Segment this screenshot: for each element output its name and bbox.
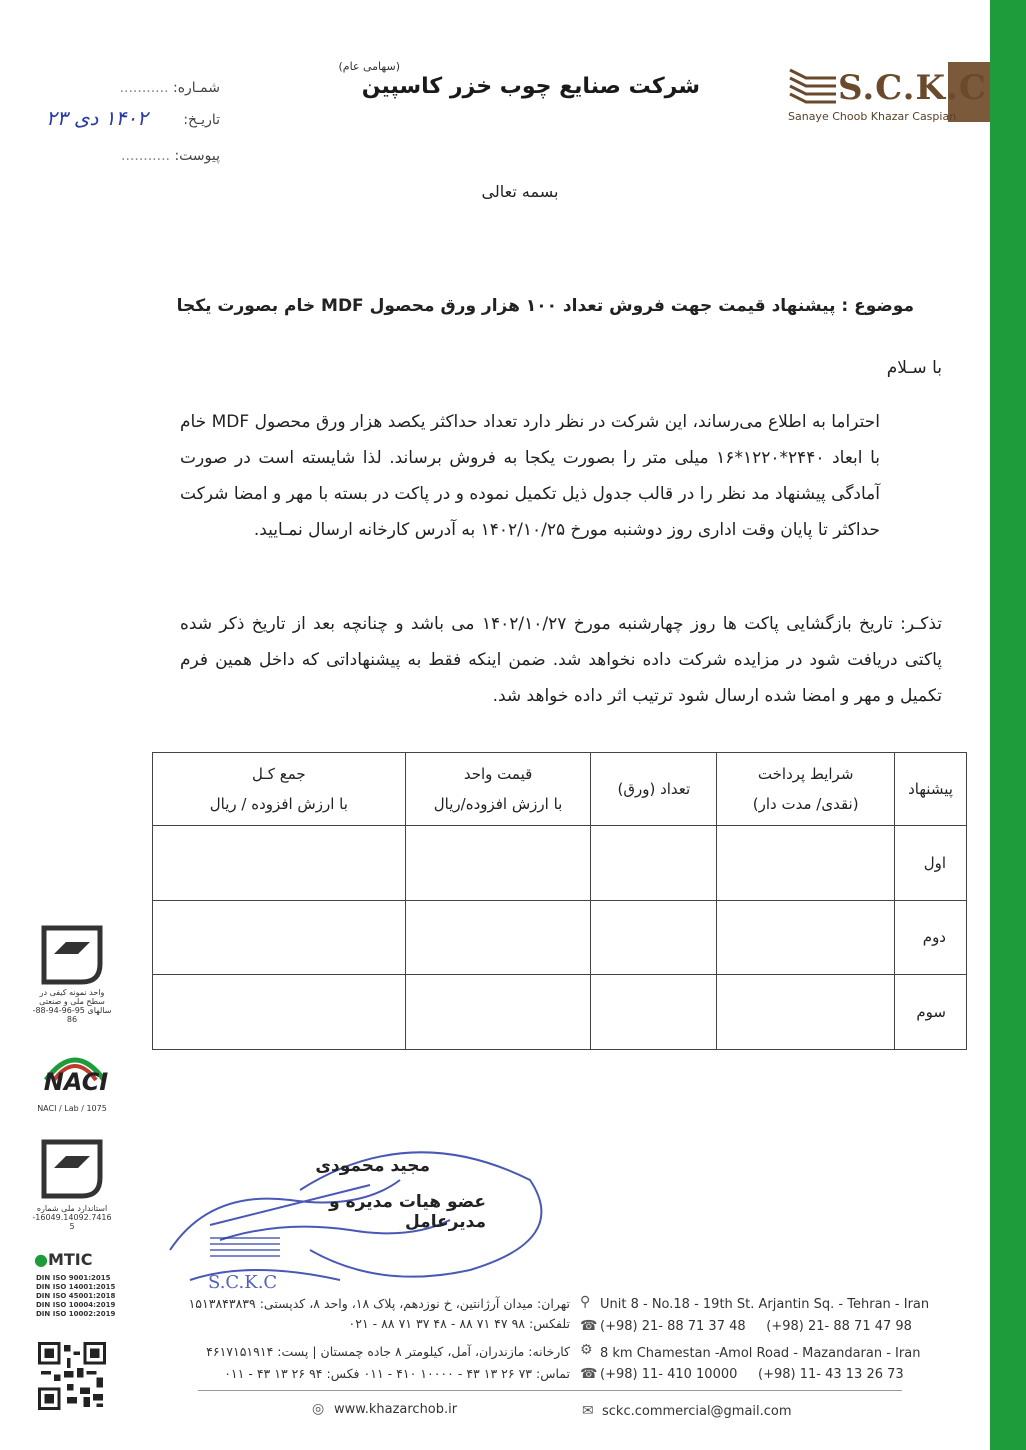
table-row <box>153 975 967 1050</box>
iran-standard-logo-icon <box>38 924 106 986</box>
stamp-text: S.C.K.C <box>208 1272 278 1293</box>
table-cell-payment[interactable] <box>717 975 895 1050</box>
row-label: سوم <box>895 975 967 1050</box>
body-paragraph-1: احتراما به اطلاع می‌رساند، این شرکت در نظر دارد تعداد حداکثر یکصد هزار ورق محصول MDF خام با ابعاد ۲۴۴۰*۱۲۲۰*۱۶ میلی متر را بصورت یکجا به فروش برساند. لذا شایسته است در صورت آمادگی پیشنهاد مد نظر را در قالب جدول ذیل تکمیل نموده و در پاکت در بسته با مهر و امضا شرکت حداکثر تا پایان وقت اداری روز دوشنبه مورخ ۱۴۰۲/۱۰/۲۵ به آدرس کارخانه ارسال نمـایید. <box>180 412 880 540</box>
row-label: دوم <box>895 900 967 975</box>
footer-tehran-address-en: Unit 8 - No.18 - 19th St. Arjantin Sq. - Tehran - Iran <box>600 1297 930 1312</box>
mtic-logo-text: ●MTIC <box>34 1250 93 1269</box>
table-cell-unit-price[interactable] <box>405 975 591 1050</box>
phone-icon: ☎ <box>580 1318 598 1334</box>
header-unit-price-line1: قیمت واحد <box>463 765 533 783</box>
table-cell-quantity[interactable] <box>591 900 717 975</box>
letter-date-value: ۱۴۰۲ دی ۲۳ <box>46 106 148 130</box>
header-unit-price-line2: با ارزش افزوده/ریال <box>433 795 563 813</box>
letter-attachment-dots: ........... <box>121 148 170 164</box>
signatory-name: مجید محمودی <box>315 1156 430 1176</box>
side-green-strip <box>990 0 1026 1450</box>
company-logo-subtitle: Sanaye Choob Khazar Caspian <box>788 110 957 123</box>
letter-number-row <box>40 80 220 96</box>
footer-tehran-address-fa: تهران: میدان آرژانتین، خ نوزدهم، پلاک ۱۸، واحد ۸، کدپستی: ۱۵۱۳۸۴۳۸۳۹ <box>188 1296 570 1311</box>
iso-line: DIN ISO 10002:2019 <box>36 1310 116 1318</box>
naci-caption: NACI / Lab / 1075 <box>37 1104 107 1113</box>
iran-standard-2-caption: استاندارد ملی شماره 16049.14092.7416-5 <box>32 1204 112 1231</box>
header-payment-terms <box>717 753 895 826</box>
letter-attachment-row <box>40 148 220 164</box>
header-payment-line2: (نقدی/ مدت دار) <box>752 795 859 813</box>
globe-icon: ◎ <box>312 1401 325 1417</box>
letter-number-label: شمـاره: <box>172 80 220 96</box>
iso-line: DIN ISO 14001:2015 <box>36 1283 116 1291</box>
company-name: شرکت صنایع چوب خزر کاسپین <box>361 74 700 99</box>
signatory-title: عضو هیات مدیره و مدیرعامل <box>329 1192 486 1232</box>
footer-factory-phone-fa: تماس: ۷۳ ۲۶ ۱۳ ۴۳ - ۱۰۰۰۰ ۴۱۰ - ۰۱۱ فکس: ۹۴ ۲۶ ۱۳ ۴۳ - ۰۱۱ <box>224 1366 570 1381</box>
iran-standard-caption: واحد نمونه کیفی در سطح ملی و صنعتی سالهای 95-96-94-88-86 <box>32 988 112 1024</box>
footer-tehran-phone-en: (+98) 21- 88 71 37 48 (+98) 21- 88 71 47 98 <box>600 1319 912 1334</box>
letter-number-dots: ........... <box>119 80 169 96</box>
envelope-icon: ✉ <box>582 1403 594 1419</box>
table-cell-unit-price[interactable] <box>405 826 591 901</box>
footer-factory-address-en: 8 km Chamestan -Amol Road - Mazandaran - Iran <box>600 1346 921 1361</box>
header-unit-price <box>405 753 591 826</box>
iso-line: DIN ISO 9001:2015 <box>36 1274 111 1282</box>
footer-website-link[interactable]: www.khazarchob.ir <box>334 1402 458 1417</box>
iso-line: DIN ISO 45001:2018 <box>36 1292 116 1300</box>
header-total <box>153 753 406 826</box>
table-cell-payment[interactable] <box>717 900 895 975</box>
letter-attachment-label: پیوست: <box>174 148 220 164</box>
table-cell-quantity[interactable] <box>591 975 717 1050</box>
table-cell-quantity[interactable] <box>591 826 717 901</box>
logo-wave-icon <box>788 64 838 106</box>
table-cell-total[interactable] <box>153 826 406 901</box>
table-cell-unit-price[interactable] <box>405 900 591 975</box>
footer-factory-phone-en: (+98) 11- 410 10000 (+98) 11- 43 13 26 73 <box>600 1367 904 1382</box>
location-pin-icon: ⚲ <box>580 1294 591 1310</box>
phone-icon: ☎ <box>580 1366 598 1382</box>
iran-standard-logo-2-icon <box>38 1138 106 1200</box>
letter-date-label: تاریـخ: <box>183 112 220 128</box>
footer-divider <box>198 1390 902 1391</box>
table-cell-payment[interactable] <box>717 826 895 901</box>
body-paragraph-2: تذکـر: تاریخ بازگشایی پاکت ها روز چهارشنبه مورخ ۱۴۰۲/۱۰/۲۷ می باشد و چنانچه بعد از تاریخ ذکر شده پاکتی دریافت شود در مزایده شرکت داده نخواهد شد. ضمن اینکه فقط به پیشنهاداتی که داخل همین فرم تکمیل و مهر و امضا شده ارسال شود ترتیب اثر داده خواهد شد. <box>180 614 942 706</box>
greeting: با سـلام <box>886 358 942 378</box>
company-logo-text: S.C.K.C <box>838 68 987 108</box>
header-payment-line1: شرایط پرداخت <box>757 765 854 783</box>
table-header-row <box>153 753 967 826</box>
factory-icon: ⚙ <box>580 1342 593 1358</box>
table-cell-total[interactable] <box>153 900 406 975</box>
header-total-line1: جمع کـل <box>252 765 306 783</box>
table-cell-total[interactable] <box>153 975 406 1050</box>
iso-list <box>36 1274 116 1319</box>
qr-code-icon[interactable] <box>38 1342 106 1410</box>
footer-tehran-phone-fa: تلفکس: ۹۸ ۴۷ ۷۱ ۸۸ - ۴۸ ۳۷ ۷۱ ۸۸ - ۰۲۱ <box>348 1316 570 1331</box>
footer-factory-address-fa: کارخانه: مازندران، آمل، کیلومتر ۸ جاده چمستان | پست: ۴۶۱۷۱۵۱۹۱۴ <box>206 1344 570 1359</box>
offer-table <box>152 752 967 1050</box>
basmala: بسمه تعالی <box>481 182 559 201</box>
mtic-globe-icon: ● <box>34 1250 48 1269</box>
header-offer: پیشنهاد <box>895 753 967 826</box>
table-row <box>153 900 967 975</box>
header-total-line2: با ارزش افزوده / ریال <box>209 795 348 813</box>
header-quantity: تعداد (ورق) <box>591 753 717 826</box>
iso-line: DIN ISO 10004:2019 <box>36 1301 116 1309</box>
letter-subject: موضوع : پیشنهاد قیمت جهت فروش تعداد ۱۰۰ هزار ورق محصول MDF خام بصورت یکجا <box>176 296 914 316</box>
row-label: اول <box>895 826 967 901</box>
company-type: (سهامی عام) <box>338 60 400 73</box>
naci-logo-text: NACI <box>43 1068 109 1096</box>
footer-email-link[interactable]: sckc.commercial@gmail.com <box>602 1404 792 1419</box>
table-row <box>153 826 967 901</box>
